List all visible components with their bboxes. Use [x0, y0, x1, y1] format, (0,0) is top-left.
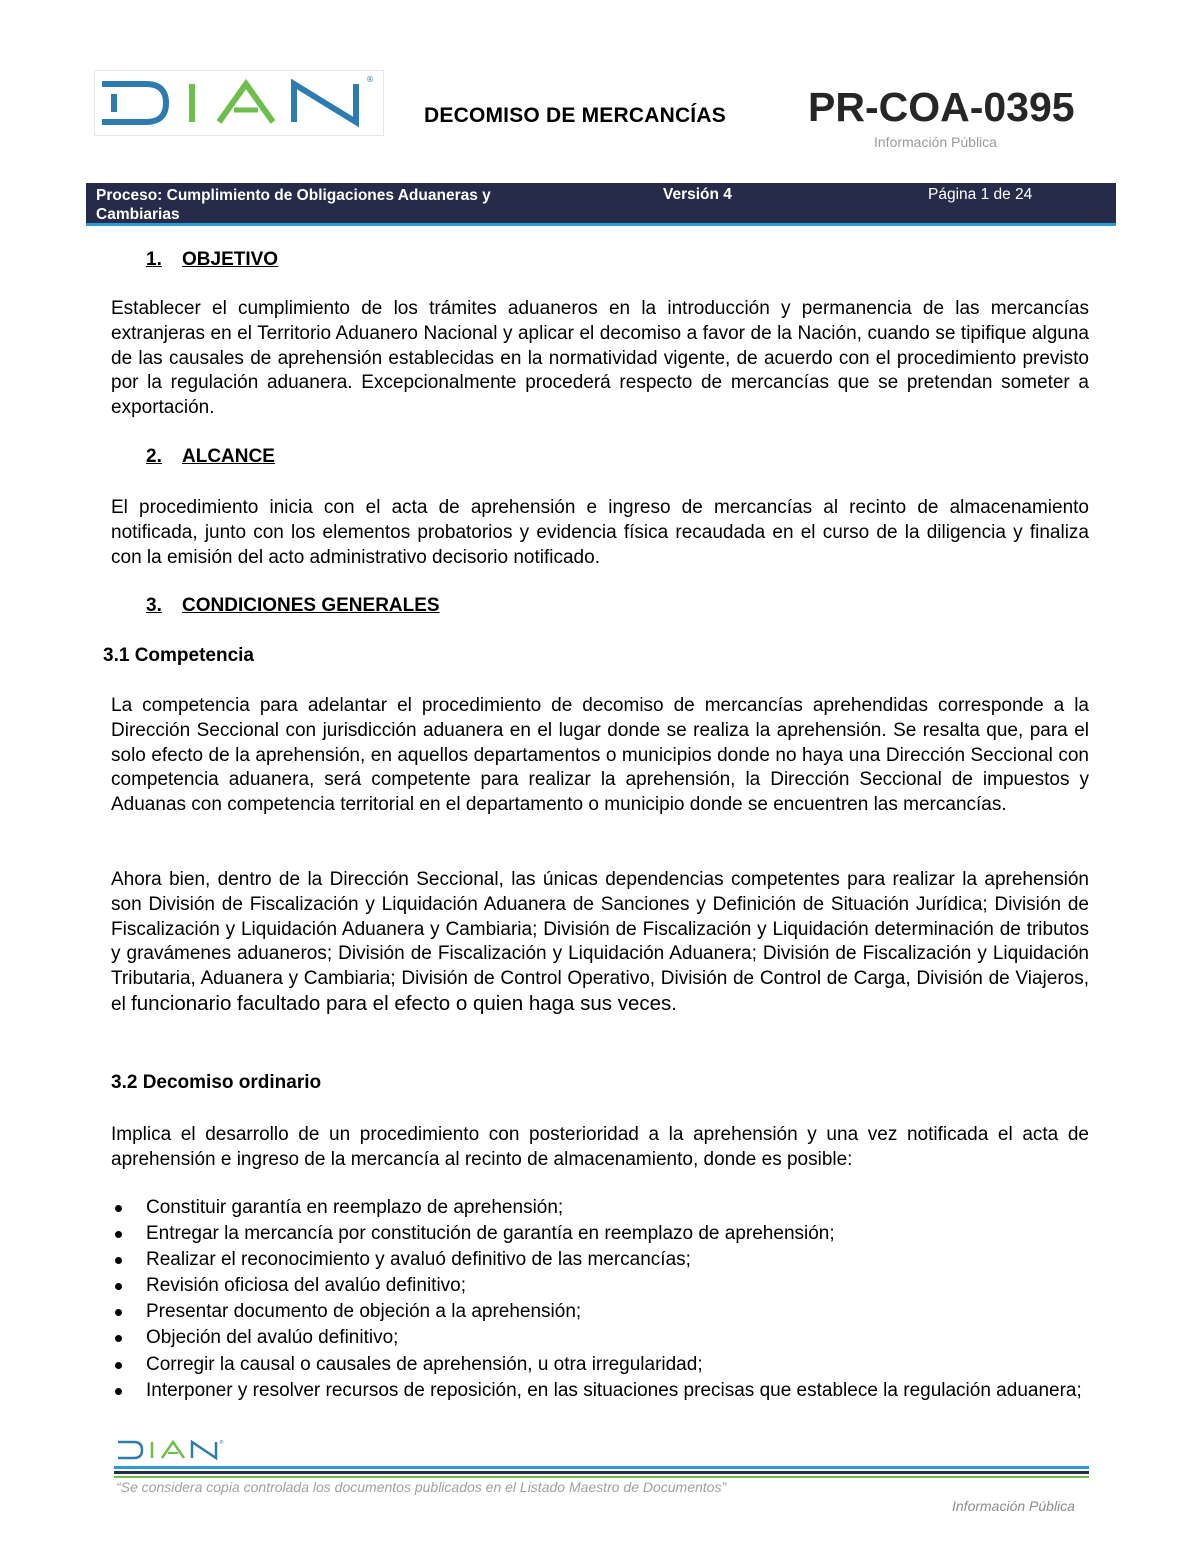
document-code: PR-COA-0395 [808, 84, 1075, 130]
alcance-paragraph: El procedimiento inicia con el acta de aprehensión e ingreso de mercancías al recinto de almacenamiento notificada, junto con los elementos probatorios y evidencia física recaudada en el curso de la diligencia y finaliza con la emisión del acto administrativo decisorio notificado. [111, 497, 1089, 568]
list-item: Realizar el reconocimiento y avaluó definitivo de las mercancías; [111, 1248, 1089, 1273]
list-item: Presentar documento de objeción a la aprehensión; [111, 1300, 1089, 1325]
document-title: DECOMISO DE MERCANCÍAS [424, 104, 726, 127]
subsection-heading-decomiso-ordinario: 3.2 Decomiso ordinario [111, 1072, 322, 1093]
list-item: Revisión oficiosa del avalúo definitivo; [111, 1274, 1089, 1299]
footer-control-note: “Se considera copia controlada los documentos publicados en el Listado Maestro de Documentos” [116, 1479, 727, 1495]
list-item: Corregir la causal o causales de aprehensión, u otra irregularidad; [111, 1353, 1089, 1378]
page-indicator: Página 1 de 24 [928, 186, 1033, 203]
competencia-paragraph-1: La competencia para adelantar el procedimiento de decomiso de mercancías aprehendidas corresponde a la Dirección Seccional con jurisdicción aduanera en el lugar donde se realiza la aprehensión. Se resalta que, para el solo efecto de la aprehensión, en aquellos departamentos o municipios donde no haya una Dirección Seccional con competencia aduanera, será competente para realizar la aprehensión, la Dirección Seccional de impuestos y Aduanas con competencia territorial en el departamento o municipio donde se encuentren las mercancías. [111, 695, 1089, 816]
process-label: Proceso: Cumplimiento de Obligaciones Aduaneras y Cambiarias [96, 187, 491, 223]
decomiso-options-list [111, 1196, 1089, 1405]
objetivo-paragraph: Establecer el cumplimiento de los trámites aduaneros en la introducción y permanencia de las mercancías extranjeras en el Territorio Aduanero Nacional y aplicar el decomiso a favor de la Nación, cuando se tipifique alguna de las causales de aprehensión establecidas en la normatividad vigente, de acuerdo con el procedimiento previsto por la regulación aduanera. Excepcionalmente procederá respecto de mercancías que se pretendan someter a exportación. [111, 298, 1089, 419]
section-heading-condiciones: 3. CONDICIONES GENERALES [146, 595, 440, 616]
dian-logo [94, 70, 384, 136]
footer-classification: Información Pública [952, 1498, 1075, 1514]
footer-divider [114, 1466, 1089, 1480]
subsection-heading-competencia: 3.1 Competencia [103, 645, 254, 666]
section-heading-objetivo: 1. OBJETIVO [146, 249, 279, 270]
list-item: Constituir garantía en reemplazo de aprehensión; [111, 1196, 1089, 1221]
list-item: Objeción del avalúo definitivo; [111, 1326, 1089, 1351]
header-info-bar [86, 183, 1116, 226]
list-item: Entregar la mercancía por constitución de garantía en reemplazo de aprehensión; [111, 1222, 1089, 1247]
svg-text:®: ® [366, 75, 374, 84]
version-label: Versión 4 [663, 186, 732, 203]
section-heading-alcance: 2. ALCANCE [146, 446, 275, 467]
list-item: Interponer y resolver recursos de reposición, en las situaciones precisas que establece la regulación aduanera; [111, 1379, 1089, 1404]
classification-label: Información Pública [874, 134, 997, 150]
competencia-paragraph-2: Ahora bien, dentro de la Dirección Seccional, las únicas dependencias competentes para realizar la aprehensión son División de Fiscalización y Liquidación Aduanera de Sanciones y Definición de Situación Jurídica; División de Fiscalización y Liquidación Aduanera y Cambiaria; División de Fiscalización y Liquidación determinación de tributos y gravámenes aduaneros; División de Fiscalización y Liquidación Aduanera; División de Fiscalización y Liquidación Tributaria, Aduanera y Cambiaria; División de Control Operativo, División de Control de Carga, División de Viajeros, el funcionario facultado para el efecto o quien haga sus veces. [111, 869, 1089, 1015]
decomiso-ordinario-paragraph: Implica el desarrollo de un procedimiento con posterioridad a la aprehensión y una vez notificada el acta de aprehensión e ingreso de la mercancía al recinto de almacenamiento, donde es posible: [111, 1124, 1089, 1170]
footer-dian-logo [116, 1438, 228, 1462]
svg-text:®: ® [219, 1440, 224, 1446]
